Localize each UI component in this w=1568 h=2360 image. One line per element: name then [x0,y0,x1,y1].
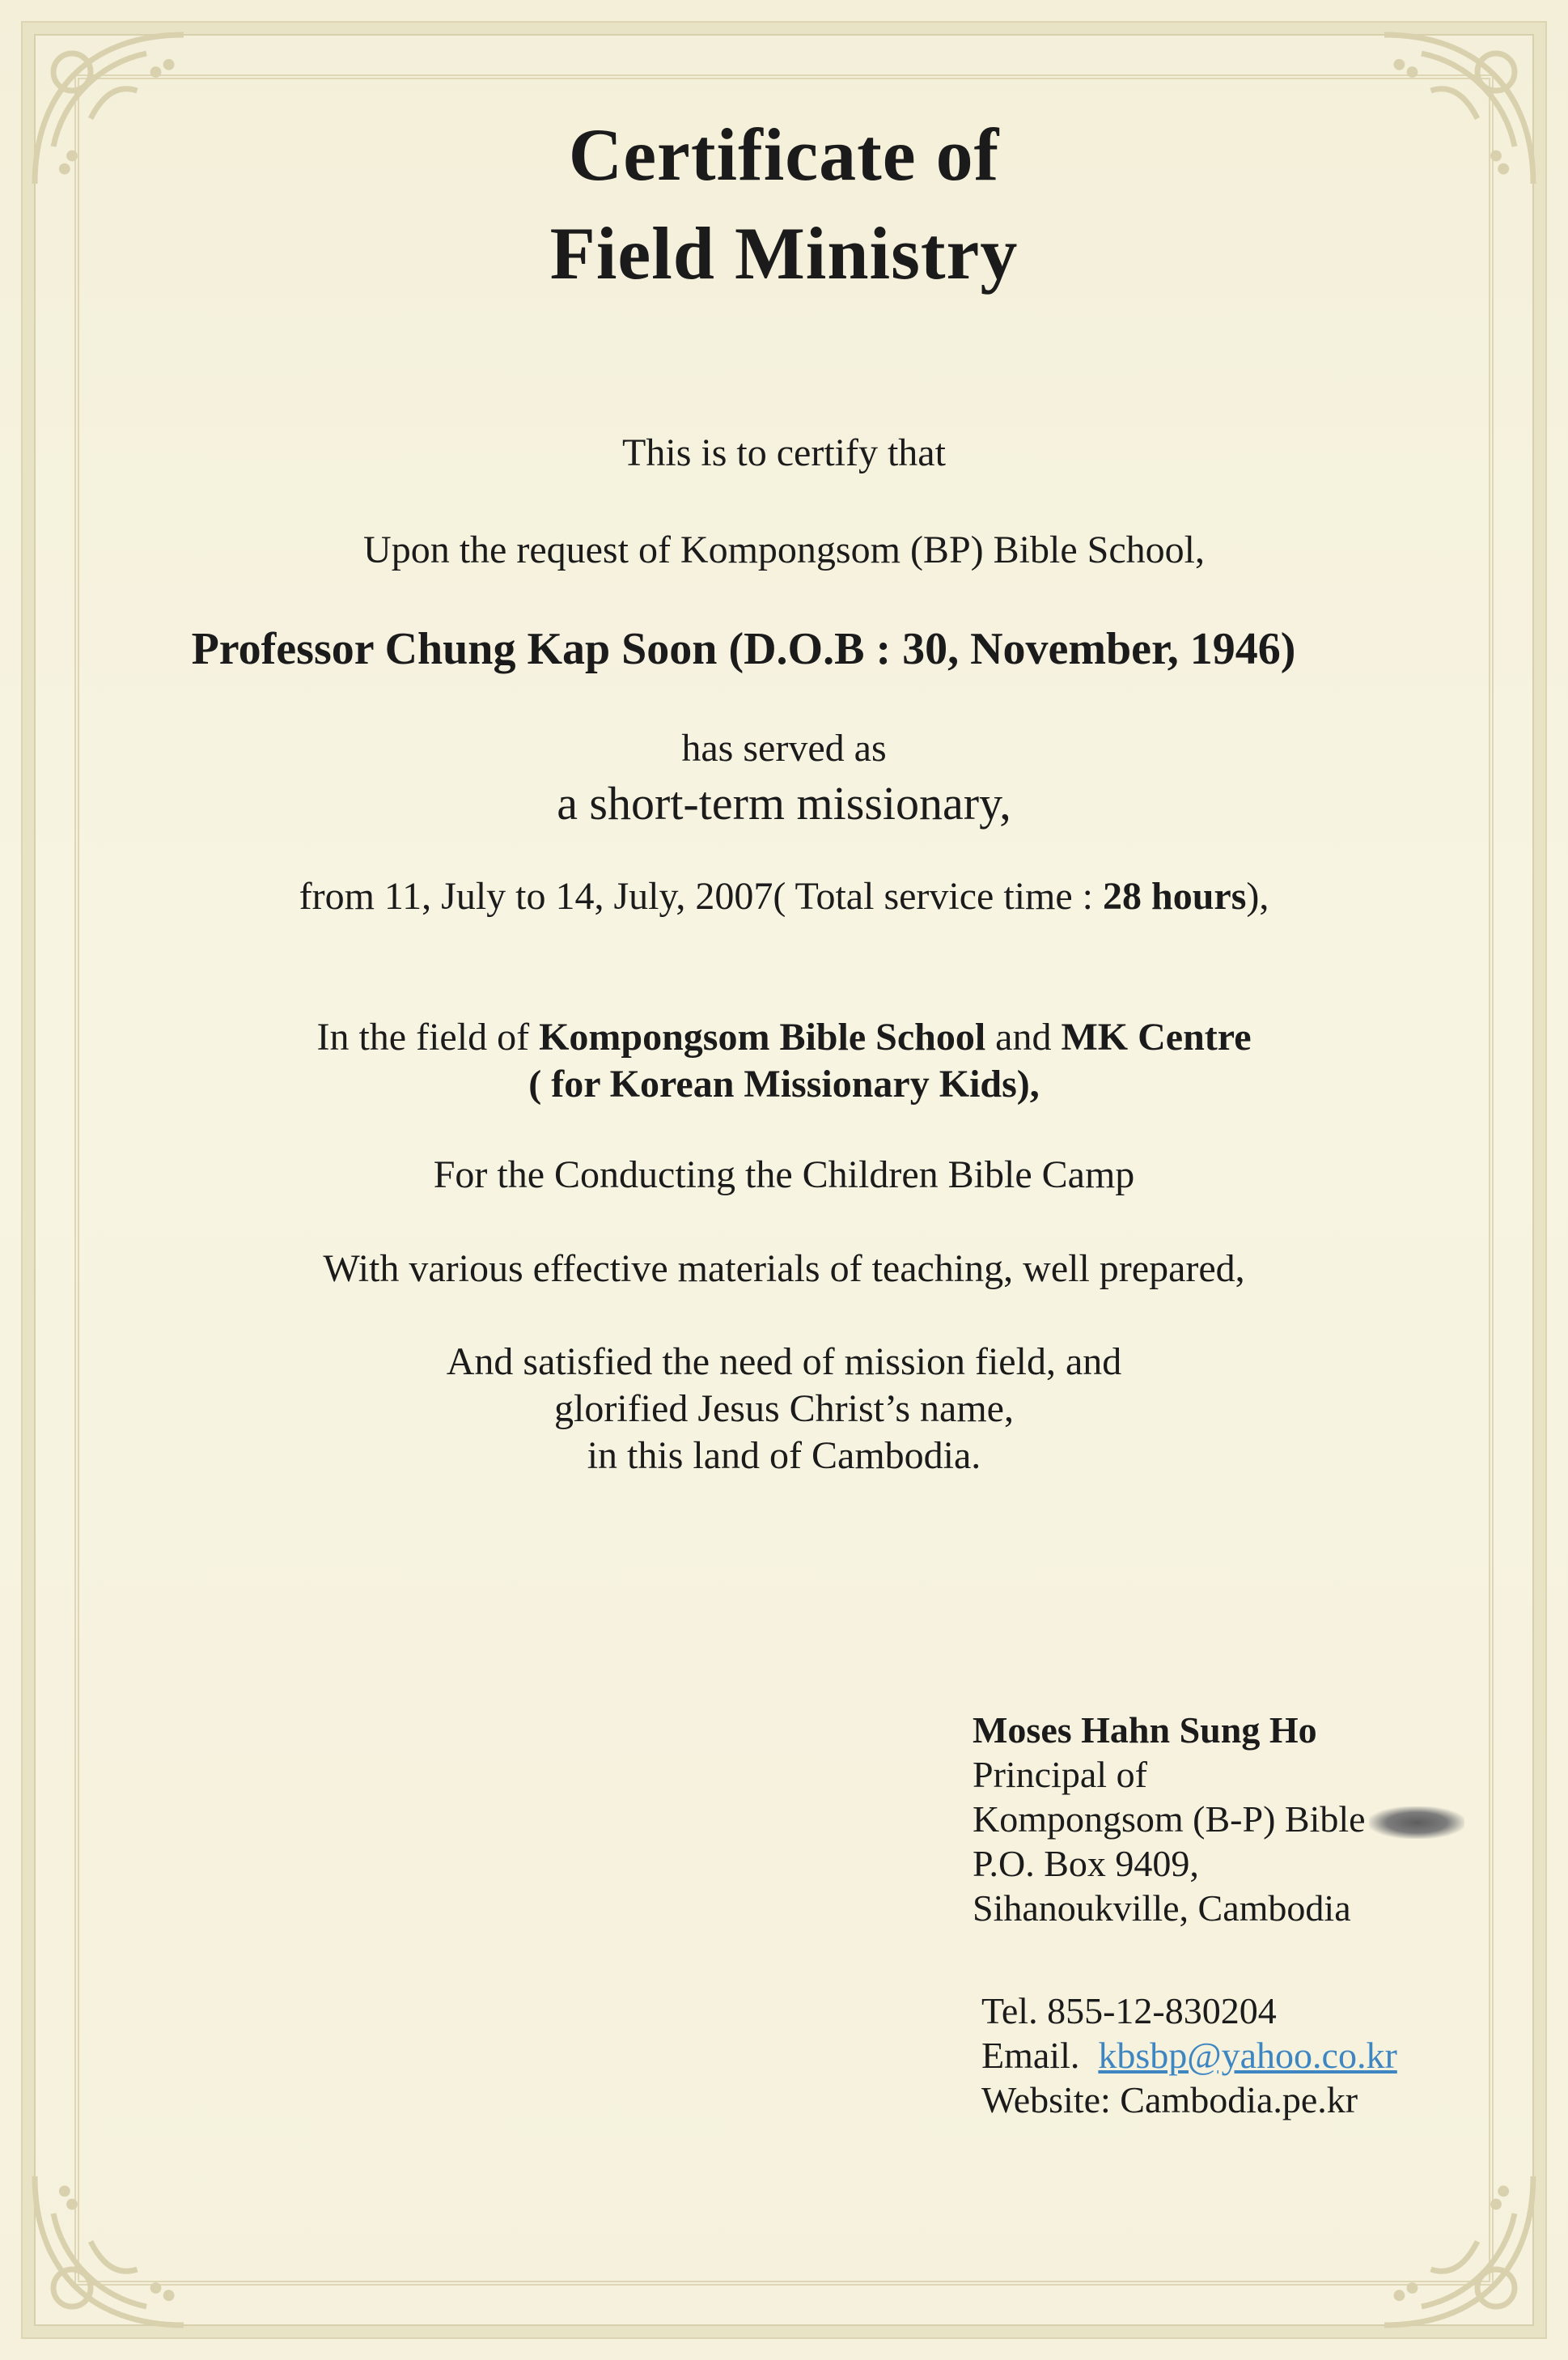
closing-line-1: And satisfied the need of mission field, and [446,1340,1122,1383]
corner-ornament-bottom-left [16,2158,202,2344]
service-period-prefix: from 11, July to 14, July, 2007( Total service time : [299,875,1104,918]
title-line-1: Certificate of [568,113,1000,196]
signatory-city: Sihanoukville, Cambodia [973,1887,1351,1929]
signatory-name: Moses Hahn Sung Ho [973,1709,1317,1751]
served-as-text: has served as [681,727,887,770]
signatory-po-box: P.O. Box 9409, [973,1843,1199,1884]
contact-block [981,1989,1397,2122]
field-line-2: ( for Korean Missionary Kids), [528,1063,1040,1106]
signatory-school-line [973,1797,1464,1841]
recipient-name: Professor Chung Kap Soon (D.O.B : 30, November, 1946) [191,624,1296,674]
field-centre: MK Centre [1061,1016,1252,1059]
service-hours: 28 hours [1103,875,1247,918]
field-prefix: In the field of [316,1016,540,1059]
title-line-2: Field Ministry [549,212,1019,295]
role-text: a short-term missionary, [557,777,1011,830]
service-period-suffix: ), [1246,875,1269,918]
field-and: and [985,1016,1062,1059]
contact-email-label: Email. [981,2035,1080,2076]
field-school: Kompongsom Bible School [539,1016,986,1059]
signatory-block [973,1708,1464,1930]
contact-tel: Tel. 855-12-830204 [981,1990,1277,2031]
contact-email-link[interactable]: kbsbp@yahoo.co.kr [1098,2035,1397,2076]
request-text: Upon the request of Kompongsom (BP) Bible School, [363,528,1205,571]
purpose-text: For the Conducting the Children Bible Camp [433,1153,1135,1196]
signatory-school: Kompongsom (B-P) Bible [973,1798,1366,1840]
signatory-title: Principal of [973,1754,1147,1795]
smudged-text-mark [1369,1806,1464,1839]
closing-line-2: glorified Jesus Christ’s name, [554,1387,1014,1430]
intro-text: This is to certify that [622,431,946,474]
service-period [0,872,1568,921]
corner-ornament-bottom-right [1366,2158,1552,2344]
materials-text: With various effective materials of teaching, well prepared, [323,1247,1245,1290]
closing-line-3: in this land of Cambodia. [587,1434,981,1477]
contact-website: Website: Cambodia.pe.kr [981,2079,1358,2120]
contact-email-line [981,2033,1397,2078]
field-line-1 [0,1013,1568,1062]
